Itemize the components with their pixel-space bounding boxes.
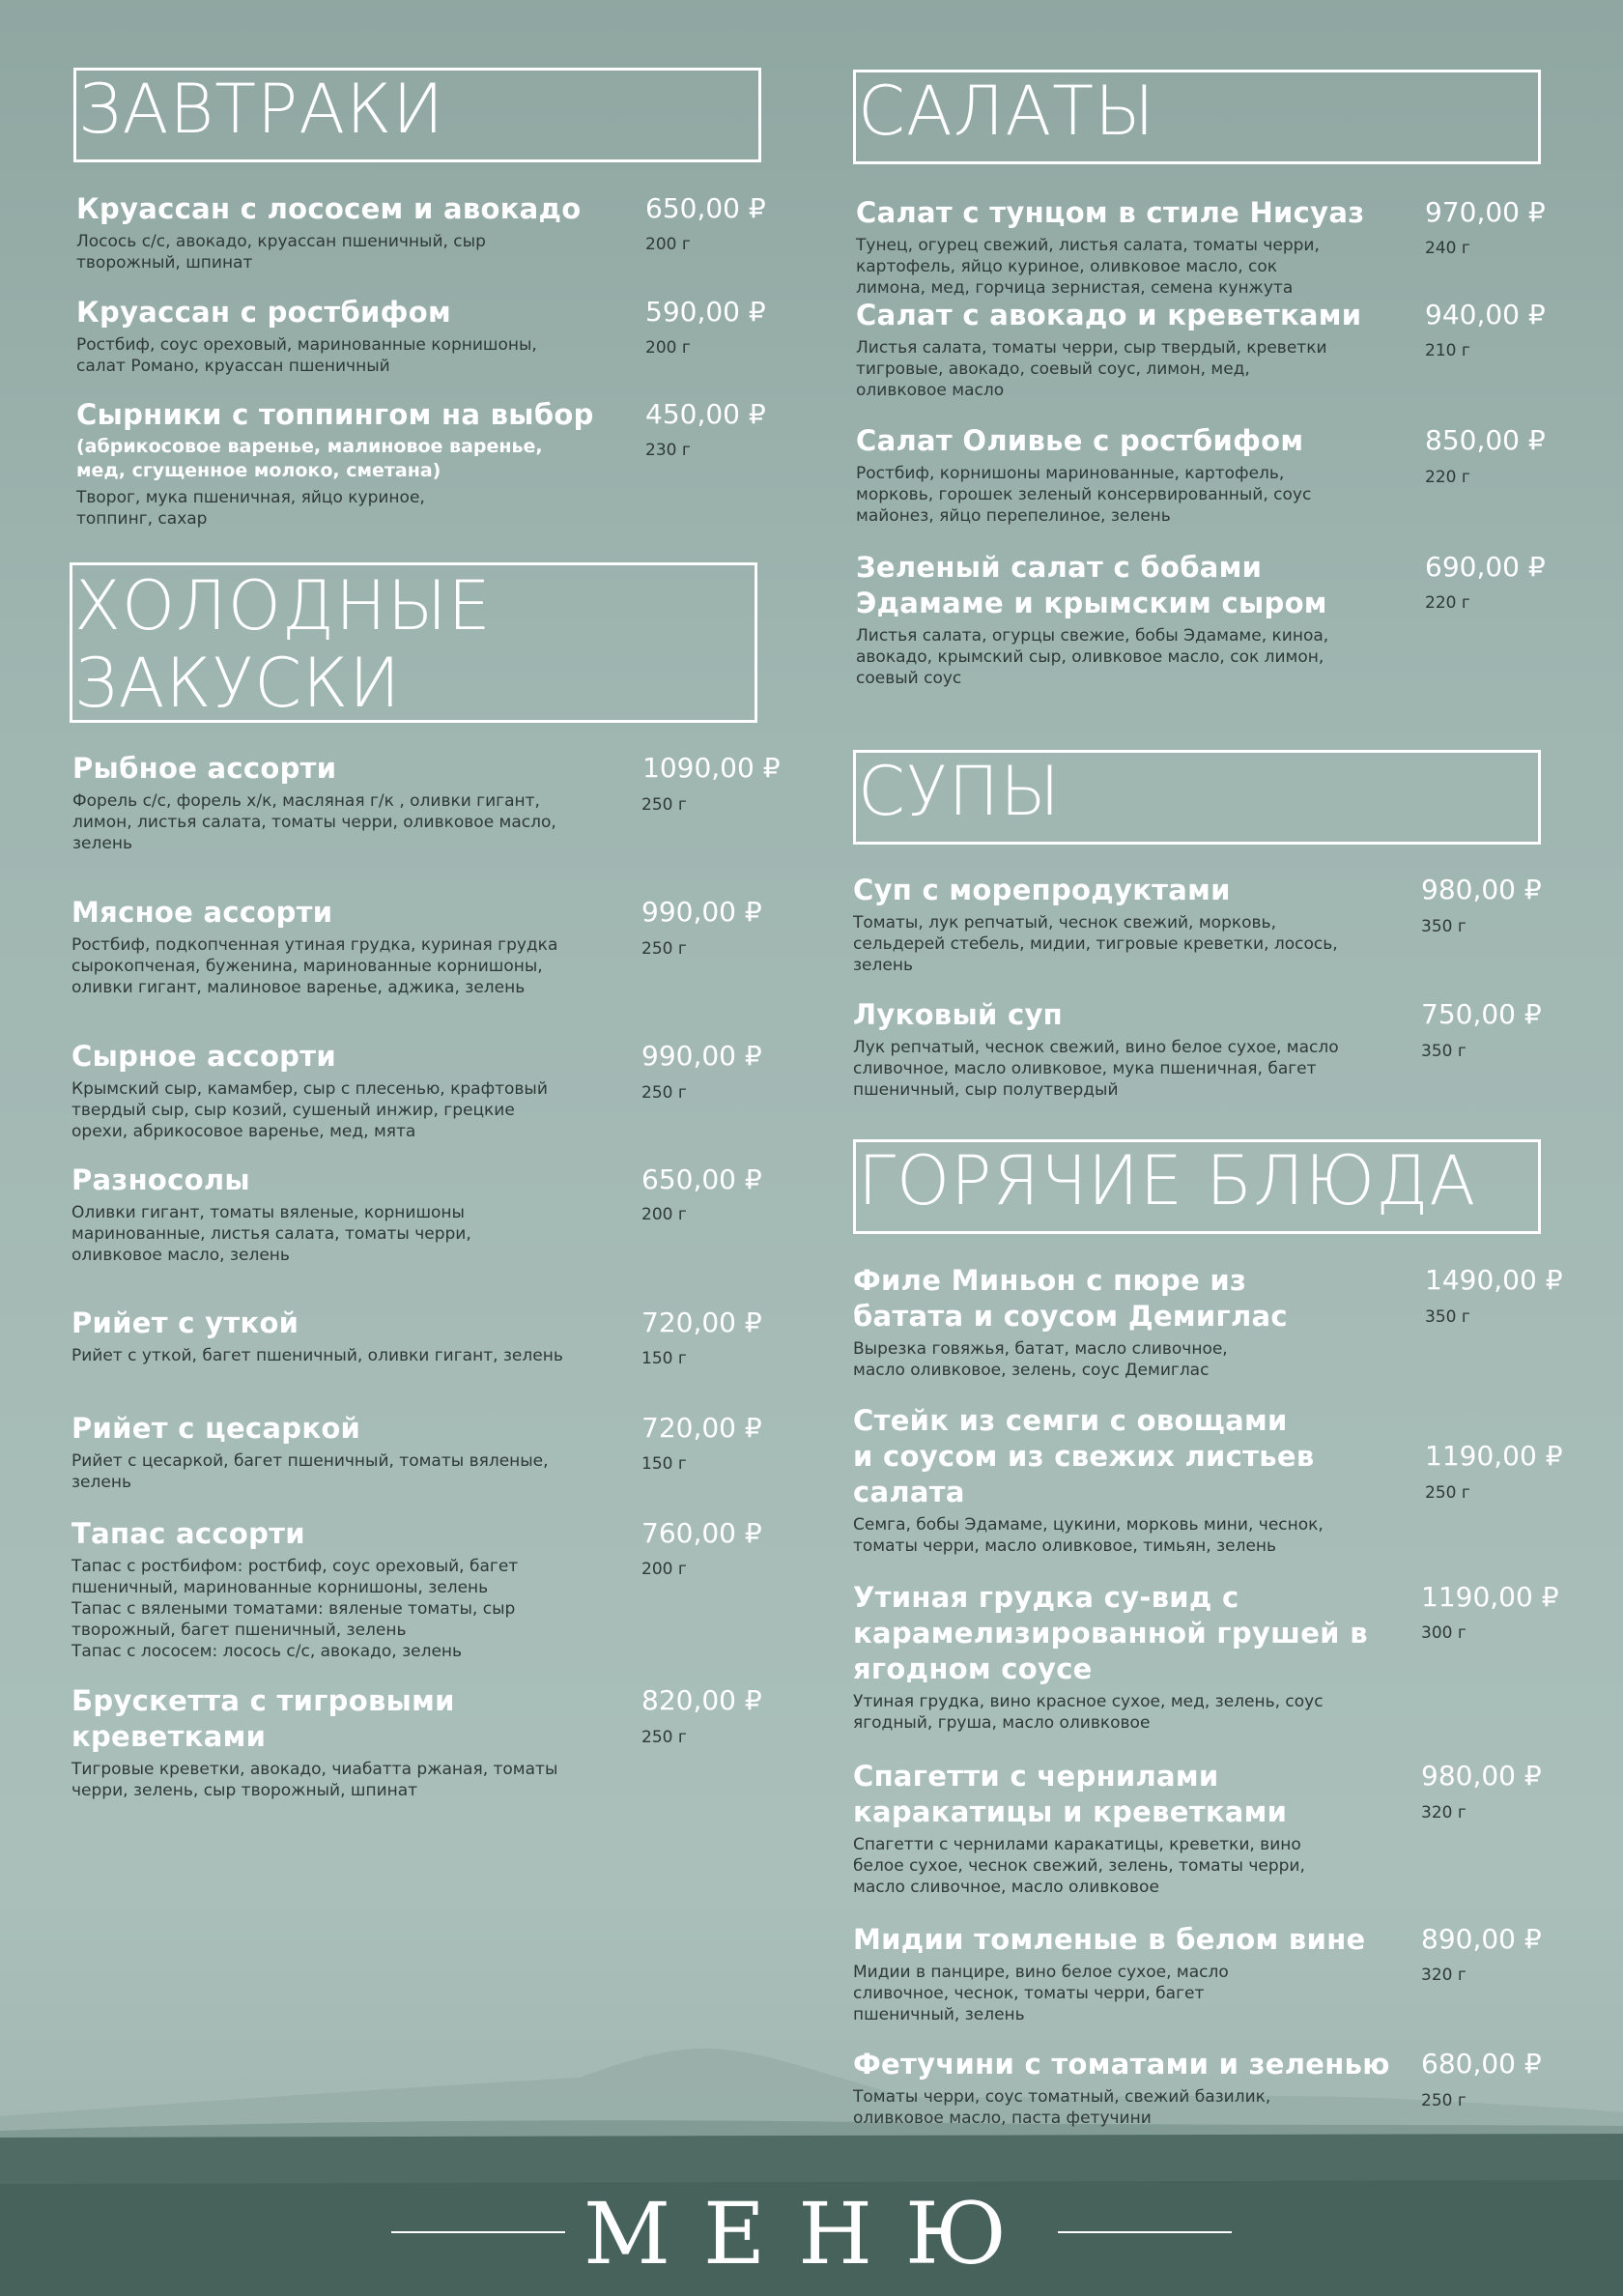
item-price: 980,00 ₽ [1421,1760,1542,1792]
item-price: 940,00 ₽ [1425,299,1546,330]
menu-item [853,1759,1336,1898]
item-description: Ростбиф, корнишоны маринованные, картофель, морковь, горошек зеленый консервированный, соус майонез, яйцо перепелиное, зелень [856,464,1312,526]
menu-item [853,1263,1355,1381]
item-name: Круассан с лососем и авокадо [76,192,582,225]
item-name: Суп с морепродуктами [853,874,1231,906]
menu-item [856,298,1445,401]
item-description: Томаты, лук репчатый, чеснок свежий, морковь, сельдерей стебель, мидии, тигровые креветки, лосось, зелень [853,913,1338,975]
item-price: 690,00 ₽ [1425,551,1546,583]
item-description: Ростбиф, соус ореховый, маринованные корнишоны, салат Романо, круассан пшеничный [76,335,537,376]
item-weight: 210 г [1425,341,1470,360]
item-name: Мидии томленые в белом вине [853,1923,1366,1956]
item-weight: 250 г [641,939,687,959]
menu-item [71,1683,574,1801]
item-price: 750,00 ₽ [1421,998,1542,1030]
section-title: ЗАВТРАКИ [78,70,445,149]
item-price: 890,00 ₽ [1421,1923,1542,1955]
menu-item [76,191,666,273]
item-weight: 300 г [1421,1623,1466,1643]
item-price: 650,00 ₽ [645,192,766,224]
item-name: Мясное ассорти [71,896,333,929]
item-description: Спагетти с чернилами каракатицы, креветки, вино белое сухое, чеснок свежий, зелень, томаты черри, масло сливочное, масло оливковое [853,1835,1305,1897]
menu-item [853,997,1442,1101]
menu-item [76,295,666,377]
item-weight: 250 г [641,1083,687,1103]
menu-item [71,1039,661,1142]
item-description: Рийет с уткой, багет пшеничный, оливки гигант, зелень [71,1346,563,1365]
item-weight: 320 г [1421,1966,1466,1985]
item-description: Тигровые креветки, авокадо, чиабатта ржаная, томаты черри, зелень, сыр творожный, шпинат [71,1760,558,1800]
section-header-salads [853,70,1541,164]
item-name: Брускетта с тигровыми креветками [71,1684,455,1753]
item-weight: 250 г [1425,1483,1470,1503]
menu-item [71,895,661,998]
item-weight: 200 г [641,1560,687,1579]
menu-item [71,1516,661,1662]
item-name: Салат Оливье с ростбифом [856,424,1304,457]
section-title: ГОРЯЧИЕ БЛЮДА [858,1141,1477,1220]
item-description: Семга, бобы Эдамаме, цукини, морковь мини, чеснок, томаты черри, масло оливковое, тимьян, зелень [853,1515,1324,1556]
item-name: Сырники с топпингом на выбор [76,398,594,431]
item-price: 980,00 ₽ [1421,874,1542,905]
item-weight: 250 г [641,795,687,815]
menu-item [71,1411,661,1493]
item-weight: 150 г [641,1454,687,1474]
section-title: СУПЫ [858,752,1061,831]
item-price: 590,00 ₽ [645,296,766,328]
section-title: САЛАТЫ [858,72,1155,151]
menu-item [853,1922,1442,2025]
item-weight: 200 г [641,1205,687,1224]
item-price: 650,00 ₽ [641,1163,762,1195]
menu-item [72,751,662,854]
section-header-cold-appetizers [70,562,757,723]
item-weight: 240 г [1425,239,1470,258]
menu-item [71,1306,661,1366]
item-topping-options: (абрикосовое варенье, малиновое варенье, мед, сгущенное молоко, сметана) [76,436,543,481]
item-price: 720,00 ₽ [641,1306,762,1338]
item-price: 680,00 ₽ [1421,2048,1542,2080]
item-price: 1490,00 ₽ [1425,1264,1563,1296]
section-title-line: ЗАКУСКИ [74,644,402,723]
menu-item [853,873,1442,976]
menu-item [71,1162,661,1266]
section-header-hot-dishes [853,1139,1541,1234]
item-description: Лук репчатый, чеснок свежий, вино белое сухое, масло сливочное, масло оливковое, мука пшеничная, багет пшеничный, сыр полутвердый [853,1038,1339,1100]
item-description: Вырезка говяжья, батат, масло сливочное, масло оливковое, зелень, соус Демиглас [853,1339,1228,1380]
item-name: Сырное ассорти [71,1040,336,1073]
item-weight: 250 г [641,1728,687,1747]
item-price: 450,00 ₽ [645,398,766,430]
item-name: Салат с авокадо и креветками [856,299,1362,331]
item-weight: 220 г [1425,593,1470,613]
item-name: Разносолы [71,1163,250,1196]
item-description: Тапас с ростбифом: ростбиф, соус ореховый, багет пшеничный, маринованные корнишоны, зелень Тапас с вялеными томатами: вяленые томаты, сыр творожный, багет пшеничный, зелень Тапас с лососем: лосось с/с, авокадо, зелень [71,1557,519,1661]
item-name: Филе Миньон с пюре из батата и соусом Демиглас [853,1264,1288,1333]
item-description: Листья салата, томаты черри, сыр твердый, креветки тигровые, авокадо, соевый соус, лимон, мед, оливковое масло [856,338,1327,400]
section-title-line: ХОЛОДНЫЕ [74,566,492,646]
item-description: Форель с/с, форель х/к, масляная г/к , оливки гигант, лимон, листья салата, томаты черри, оливковое масло, зелень [72,791,556,853]
menu-item [76,397,666,530]
item-description: Листья салата, огурцы свежие, бобы Эдамаме, киноа, авокадо, крымский сыр, оливковое масло, сок лимон, соевый соус [856,626,1329,688]
item-description: Утиная грудка, вино красное сухое, мед, зелень, соус ягодный, груша, масло оливковое [853,1692,1324,1733]
item-price: 820,00 ₽ [641,1684,762,1716]
item-weight: 200 г [645,338,691,358]
item-price: 720,00 ₽ [641,1412,762,1444]
item-name: Луковый суп [853,998,1064,1031]
item-price: 990,00 ₽ [641,896,762,928]
item-price: 1090,00 ₽ [642,752,781,784]
item-price: 970,00 ₽ [1425,196,1546,228]
item-price: 1190,00 ₽ [1421,1581,1559,1613]
item-description: Томаты черри, соус томатный, свежий базилик, оливковое масло, паста фетучини [853,2087,1271,2128]
item-price: 850,00 ₽ [1425,424,1546,456]
item-name: Стейк из семги с овощами и соусом из свежих листьев салата [853,1404,1315,1508]
menu-item [853,1580,1394,1734]
item-weight: 350 г [1421,917,1466,936]
menu-item [853,1403,1355,1557]
menu-item [856,423,1445,527]
menu-item [853,2047,1442,2129]
item-price: 990,00 ₽ [641,1040,762,1072]
item-weight: 350 г [1421,1042,1466,1061]
item-description: Оливки гигант, томаты вяленые, корнишоны маринованные, листья салата, томаты черри, оливковое масло, зелень [71,1203,471,1265]
footer-rule-left [391,2231,565,2233]
section-header-breakfast [73,68,761,162]
item-price: 760,00 ₽ [641,1517,762,1549]
item-name: Рийет с цесаркой [71,1412,361,1445]
item-description: Ростбиф, подкопченная утиная грудка, куриная грудка сырокопченая, буженина, маринованные корнишоны, оливки гигант, малиновое варенье, аджика, зелень [71,935,558,997]
section-header-soups [853,750,1541,845]
item-weight: 150 г [641,1349,687,1368]
item-price: 1190,00 ₽ [1425,1440,1563,1472]
item-name: Зеленый салат с бобами Эдамаме и крымским сыром [856,551,1327,619]
item-description: Творог, мука пшеничная, яйцо куриное, топпинг, сахар [76,488,425,529]
item-name: Фетучини с томатами и зеленью [853,2048,1390,2081]
item-weight: 350 г [1425,1307,1470,1327]
item-description: Мидии в панцире, вино белое сухое, масло сливочное, чеснок, томаты черри, багет пшеничный, зелень [853,1963,1229,2024]
footer-rule-right [1058,2231,1232,2233]
item-description: Лосось с/с, авокадо, круассан пшеничный, сыр творожный, шпинат [76,232,486,273]
item-weight: 230 г [645,441,691,460]
item-description: Тунец, огурец свежий, листья салата, томаты черри, картофель, яйцо куриное, оливковое масло, сок лимона, мед, горчица зернистая, семена кунжута [856,236,1320,298]
menu-footer-title: МЕНЮ [583,2184,1040,2283]
item-name: Круассан с ростбифом [76,296,451,329]
item-name: Спагетти с чернилами каракатицы и креветками [853,1760,1288,1828]
menu-item [856,550,1358,689]
item-weight: 200 г [645,235,691,254]
item-description: Рийет с цесаркой, багет пшеничный, томаты вяленые, зелень [71,1451,549,1492]
item-name: Рийет с уткой [71,1306,299,1339]
item-weight: 220 г [1425,468,1470,487]
item-description: Крымский сыр, камамбер, сыр с плесенью, крафтовый твердый сыр, сыр козий, сушеный инжир, грецкие орехи, абрикосовое варенье, мед, мята [71,1079,548,1141]
item-weight: 250 г [1421,2091,1466,2110]
item-name: Тапас ассорти [71,1517,305,1550]
item-name: Рыбное ассорти [72,752,337,785]
item-weight: 320 г [1421,1803,1466,1822]
item-name: Салат с тунцом в стиле Нисуаз [856,196,1365,229]
item-name: Утиная грудка су-вид с карамелизированной грушей в ягодном соусе [853,1581,1368,1685]
menu-item [856,195,1445,299]
